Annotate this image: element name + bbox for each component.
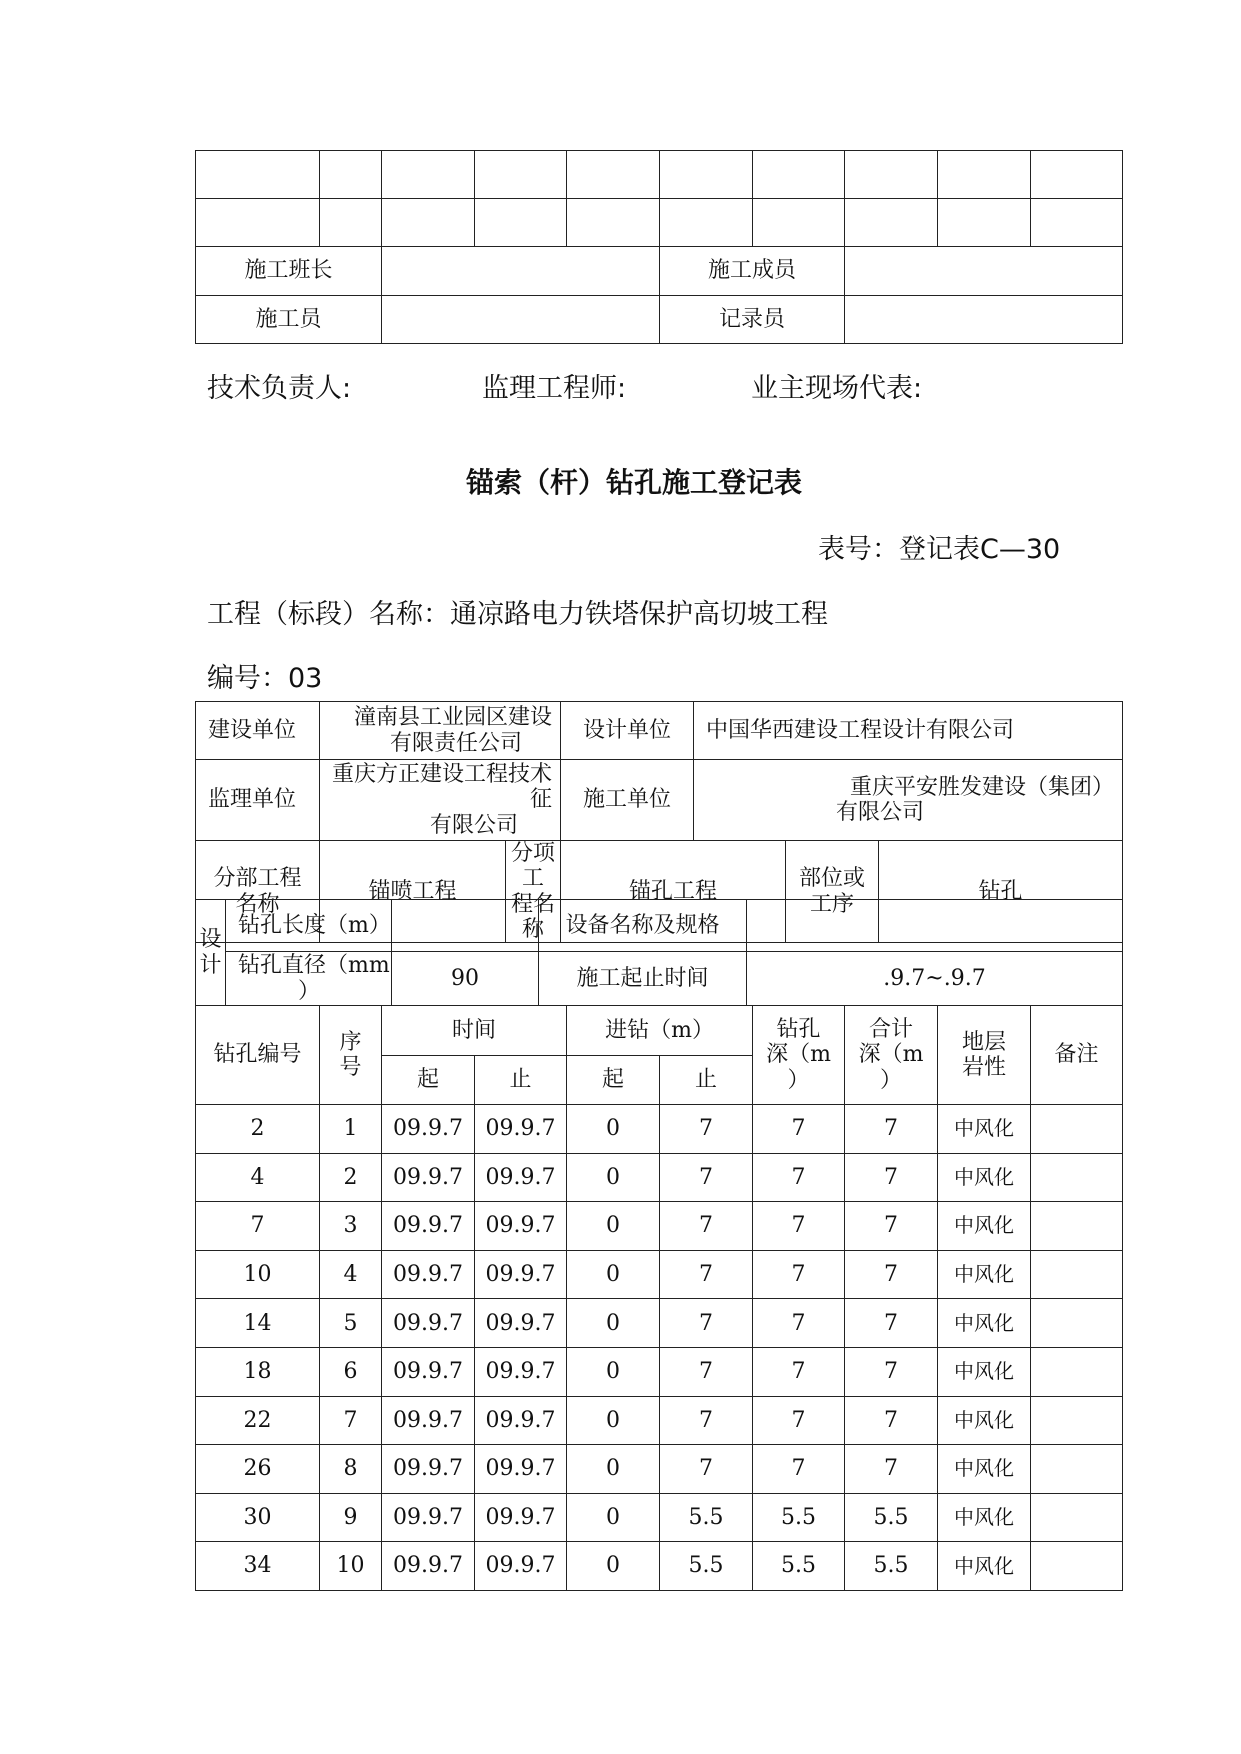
blank-cell[interactable]: [475, 199, 567, 247]
design-row-diameter: [196, 952, 1123, 1006]
table-row: [196, 1396, 1123, 1445]
advance-start-cell[interactable]: 0: [567, 1299, 660, 1348]
seq-cell[interactable]: 7: [320, 1396, 382, 1445]
blank-cell[interactable]: [938, 151, 1031, 199]
total-depth-cell[interactable]: 7: [845, 1299, 938, 1348]
table-row: [196, 1493, 1123, 1542]
total-depth-cell[interactable]: 5.5: [845, 1542, 938, 1591]
time-start-cell[interactable]: 09.9.7: [382, 1493, 475, 1542]
header-total-line-1: 合计: [869, 1017, 914, 1043]
header-depth: [753, 1006, 845, 1105]
header-total-line-3: ）: [880, 1067, 903, 1093]
construct-unit-line-1: 重庆平安胜发建设（集团）: [850, 774, 1115, 800]
advance-end-cell[interactable]: 7: [660, 1202, 753, 1251]
supervisor-signature: 监理工程师:: [482, 373, 627, 404]
blank-cell[interactable]: [660, 151, 753, 199]
time-end-cell[interactable]: 09.9.7: [475, 1493, 567, 1542]
total-depth-cell[interactable]: 7: [845, 1153, 938, 1202]
remark-cell[interactable]: [1031, 1396, 1123, 1445]
constructor-field[interactable]: [382, 296, 660, 344]
depth-cell[interactable]: 7: [753, 1153, 845, 1202]
supervise-unit-label: 监理单位: [196, 760, 320, 841]
construct-unit-line-2: 有限公司: [836, 800, 925, 825]
depth-cell[interactable]: 5.5: [753, 1493, 845, 1542]
sub-project-label-line-2: 名称: [235, 891, 280, 917]
item-label-line-1: 分项工: [511, 841, 556, 892]
constructor-label: 施工员: [196, 296, 382, 344]
sub-project-value[interactable]: 锚喷工程: [320, 841, 506, 943]
blank-cell[interactable]: [567, 151, 660, 199]
design-unit-value[interactable]: 中国华西建设工程设计有限公司: [694, 702, 1123, 760]
recorder-field[interactable]: [845, 296, 1123, 344]
build-unit-value[interactable]: [320, 702, 561, 760]
depth-cell[interactable]: 5.5: [753, 1542, 845, 1591]
equipment-value[interactable]: [747, 900, 1123, 952]
header-row-1: [196, 1006, 1123, 1056]
advance-start-cell[interactable]: 0: [567, 1493, 660, 1542]
design-label: [196, 900, 226, 1006]
time-end-cell[interactable]: 09.9.7: [475, 1396, 567, 1445]
blank-cell[interactable]: [320, 199, 382, 247]
construct-unit-label: 施工单位: [561, 760, 694, 841]
drilling-table-body: [196, 1105, 1123, 1591]
hole-diameter-label-line-1: 钻孔直径（mm: [238, 953, 390, 979]
time-start-cell[interactable]: 09.9.7: [382, 1299, 475, 1348]
hole-no-cell[interactable]: 34: [196, 1542, 320, 1591]
advance-start-cell[interactable]: 0: [567, 1202, 660, 1251]
hole-no-cell[interactable]: 30: [196, 1493, 320, 1542]
build-unit-line-1: 潼南县工业园区建设: [354, 705, 553, 731]
table-row: [196, 1347, 1123, 1396]
hole-no-cell[interactable]: 22: [196, 1396, 320, 1445]
header-stratum: [938, 1006, 1031, 1105]
time-label: 施工起止时间: [539, 952, 747, 1006]
total-depth-cell[interactable]: 7: [845, 1202, 938, 1251]
hole-no-cell[interactable]: 4: [196, 1153, 320, 1202]
stratum-cell[interactable]: 中风化: [938, 1105, 1031, 1154]
header-time-end: 止: [475, 1056, 567, 1105]
recorder-label: 记录员: [660, 296, 845, 344]
header-stratum-line-2: 岩性: [962, 1055, 1007, 1080]
advance-end-cell[interactable]: 5.5: [660, 1493, 753, 1542]
hole-no-cell[interactable]: 18: [196, 1347, 320, 1396]
header-total: [845, 1006, 938, 1105]
blank-cell[interactable]: [660, 199, 753, 247]
table-row: [196, 1299, 1123, 1348]
advance-end-cell[interactable]: 7: [660, 1105, 753, 1154]
staff-row-1: [196, 247, 1123, 296]
stratum-cell[interactable]: 中风化: [938, 1299, 1031, 1348]
time-start-cell[interactable]: 09.9.7: [382, 1445, 475, 1494]
design-label-line-2: 计: [199, 952, 222, 978]
header-stratum-line-1: 地层: [962, 1029, 1007, 1055]
blank-cell[interactable]: [382, 151, 475, 199]
advance-end-cell[interactable]: 7: [660, 1445, 753, 1494]
form-number: 表号：登记表C—30: [818, 534, 1061, 565]
time-range-value[interactable]: .9.7~.9.7: [747, 952, 1123, 1006]
blank-cell[interactable]: [196, 199, 320, 247]
seq-cell[interactable]: 10: [320, 1542, 382, 1591]
blank-cell[interactable]: [475, 151, 567, 199]
build-unit-label: 建设单位: [196, 702, 320, 760]
total-depth-cell[interactable]: 7: [845, 1396, 938, 1445]
form-title: 锚索（杆）钻孔施工登记表: [466, 466, 803, 499]
supervise-unit-line-1: 重庆方正建设工程技术征: [332, 762, 553, 813]
header-time-start: 起: [382, 1056, 475, 1105]
time-start-cell[interactable]: 09.9.7: [382, 1153, 475, 1202]
hole-no-cell[interactable]: 2: [196, 1105, 320, 1154]
info-row-build: [196, 702, 1123, 760]
total-depth-cell[interactable]: 7: [845, 1445, 938, 1494]
header-depth-line-1: 钻孔: [776, 1017, 821, 1043]
advance-end-cell[interactable]: 7: [660, 1347, 753, 1396]
depth-cell[interactable]: 7: [753, 1347, 845, 1396]
advance-start-cell[interactable]: 0: [567, 1105, 660, 1154]
foreman-field[interactable]: [382, 247, 660, 296]
foreman-label: 施工班长: [196, 247, 382, 296]
header-advance-end: 止: [660, 1056, 753, 1105]
blank-cell[interactable]: [845, 199, 938, 247]
stratum-cell[interactable]: 中风化: [938, 1493, 1031, 1542]
time-end-cell[interactable]: 09.9.7: [475, 1105, 567, 1154]
seq-cell[interactable]: 2: [320, 1153, 382, 1202]
sub-project-label-line-1: 分部工程: [213, 866, 302, 892]
advance-end-cell[interactable]: 7: [660, 1250, 753, 1299]
advance-start-cell[interactable]: 0: [567, 1445, 660, 1494]
stratum-cell[interactable]: 中风化: [938, 1396, 1031, 1445]
advance-end-cell[interactable]: 7: [660, 1396, 753, 1445]
hole-diameter-label-line-2: ）: [298, 978, 321, 1004]
time-start-cell[interactable]: 09.9.7: [382, 1542, 475, 1591]
header-depth-line-2: 深（m: [766, 1042, 831, 1068]
item-label-line-2: 程名称: [511, 891, 556, 942]
time-end-cell[interactable]: 09.9.7: [475, 1250, 567, 1299]
remark-cell[interactable]: [1031, 1105, 1123, 1154]
supervise-unit-value[interactable]: [320, 760, 561, 841]
seq-cell[interactable]: 6: [320, 1347, 382, 1396]
remark-cell[interactable]: [1031, 1542, 1123, 1591]
hole-no-cell[interactable]: 10: [196, 1250, 320, 1299]
hole-length-value[interactable]: [392, 900, 539, 952]
seq-cell[interactable]: 4: [320, 1250, 382, 1299]
table-row: [196, 1445, 1123, 1494]
staff-row-2: [196, 296, 1123, 344]
remark-cell[interactable]: [1031, 1299, 1123, 1348]
stratum-cell[interactable]: 中风化: [938, 1347, 1031, 1396]
blank-cell[interactable]: [1031, 199, 1123, 247]
stratum-cell[interactable]: 中风化: [938, 1445, 1031, 1494]
header-hole-no: 钻孔编号: [196, 1006, 320, 1105]
design-label-line-1: 设: [199, 927, 222, 953]
header-depth-line-3: ）: [787, 1067, 810, 1093]
info-row-supervise: [196, 760, 1123, 841]
time-end-cell[interactable]: 09.9.7: [475, 1542, 567, 1591]
time-start-cell[interactable]: 09.9.7: [382, 1250, 475, 1299]
advance-start-cell[interactable]: 0: [567, 1542, 660, 1591]
hole-no-cell[interactable]: 14: [196, 1299, 320, 1348]
remark-cell[interactable]: [1031, 1347, 1123, 1396]
hole-length-label: 钻孔长度（m）: [226, 900, 392, 952]
remark-cell[interactable]: [1031, 1445, 1123, 1494]
seq-cell[interactable]: 1: [320, 1105, 382, 1154]
table-row: [196, 1202, 1123, 1251]
time-end-cell[interactable]: 09.9.7: [475, 1347, 567, 1396]
drilling-table: [195, 1005, 1123, 1591]
time-end-cell[interactable]: 09.9.7: [475, 1445, 567, 1494]
remark-cell[interactable]: [1031, 1250, 1123, 1299]
header-seq-line-1: 序: [339, 1029, 362, 1055]
members-label: 施工成员: [660, 247, 845, 296]
total-depth-cell[interactable]: 5.5: [845, 1493, 938, 1542]
blank-cell[interactable]: [320, 151, 382, 199]
time-end-cell[interactable]: 09.9.7: [475, 1202, 567, 1251]
construct-unit-value[interactable]: [694, 760, 1123, 841]
project-name: 工程（标段）名称：通凉路电力铁塔保护高切坡工程: [207, 599, 828, 630]
blank-row: [196, 199, 1123, 247]
remark-cell[interactable]: [1031, 1493, 1123, 1542]
design-table: [195, 899, 1123, 1006]
stratum-cell[interactable]: 中风化: [938, 1202, 1031, 1251]
blank-row: [196, 151, 1123, 199]
total-depth-cell[interactable]: 7: [845, 1250, 938, 1299]
supervise-unit-line-2: 有限公司: [430, 812, 519, 838]
advance-start-cell[interactable]: 0: [567, 1347, 660, 1396]
top-table: [195, 150, 1123, 344]
table-row: [196, 1153, 1123, 1202]
depth-cell[interactable]: 7: [753, 1105, 845, 1154]
blank-cell[interactable]: [196, 151, 320, 199]
stratum-cell[interactable]: 中风化: [938, 1153, 1031, 1202]
header-time: 时间: [382, 1006, 567, 1056]
remark-cell[interactable]: [1031, 1202, 1123, 1251]
serial-number: 编号：03: [207, 663, 323, 694]
header-remark: 备注: [1031, 1006, 1123, 1105]
advance-end-cell[interactable]: 5.5: [660, 1542, 753, 1591]
advance-start-cell[interactable]: 0: [567, 1396, 660, 1445]
seq-cell[interactable]: 8: [320, 1445, 382, 1494]
blank-cell[interactable]: [382, 199, 475, 247]
blank-cell[interactable]: [938, 199, 1031, 247]
hole-no-cell[interactable]: 26: [196, 1445, 320, 1494]
header-seq-line-2: 号: [339, 1055, 362, 1080]
header-advance-start: 起: [567, 1056, 660, 1105]
total-depth-cell[interactable]: 7: [845, 1347, 938, 1396]
blank-cell[interactable]: [567, 199, 660, 247]
build-unit-line-2: 有限责任公司: [390, 730, 523, 756]
time-start-cell[interactable]: 09.9.7: [382, 1347, 475, 1396]
depth-cell[interactable]: 7: [753, 1396, 845, 1445]
seq-cell[interactable]: 3: [320, 1202, 382, 1251]
advance-start-cell[interactable]: 0: [567, 1250, 660, 1299]
hole-diameter-value[interactable]: 90: [392, 952, 539, 1006]
advance-end-cell[interactable]: 7: [660, 1153, 753, 1202]
total-depth-cell[interactable]: 7: [845, 1105, 938, 1154]
advance-start-cell[interactable]: 0: [567, 1153, 660, 1202]
depth-cell[interactable]: 7: [753, 1250, 845, 1299]
blank-cell[interactable]: [1031, 151, 1123, 199]
stratum-cell[interactable]: 中风化: [938, 1250, 1031, 1299]
tech-lead-signature: 技术负责人:: [207, 373, 352, 404]
header-seq: [320, 1006, 382, 1105]
table-row: [196, 1542, 1123, 1591]
time-end-cell[interactable]: 09.9.7: [475, 1153, 567, 1202]
header-total-line-2: 深（m: [858, 1042, 924, 1068]
advance-end-cell[interactable]: 7: [660, 1299, 753, 1348]
equipment-label: 设备名称及规格: [539, 900, 747, 952]
time-start-cell[interactable]: 09.9.7: [382, 1396, 475, 1445]
position-label-line-2: 工序: [810, 891, 855, 917]
time-start-cell[interactable]: 09.9.7: [382, 1202, 475, 1251]
time-end-cell[interactable]: 09.9.7: [475, 1299, 567, 1348]
members-field[interactable]: [845, 247, 1123, 296]
design-unit-label: 设计单位: [561, 702, 694, 760]
table-row: [196, 1250, 1123, 1299]
remark-cell[interactable]: [1031, 1153, 1123, 1202]
blank-cell[interactable]: [845, 151, 938, 199]
depth-cell[interactable]: 7: [753, 1299, 845, 1348]
seq-cell[interactable]: 5: [320, 1299, 382, 1348]
blank-cell[interactable]: [753, 199, 845, 247]
hole-diameter-label: [226, 952, 392, 1006]
time-start-cell[interactable]: 09.9.7: [382, 1105, 475, 1154]
depth-cell[interactable]: 7: [753, 1445, 845, 1494]
owner-rep-signature: 业主现场代表:: [751, 373, 923, 404]
item-value[interactable]: 锚孔工程: [561, 841, 786, 943]
hole-no-cell[interactable]: 7: [196, 1202, 320, 1251]
position-label-line-1: 部位或: [799, 866, 866, 892]
position-value[interactable]: 钻孔: [879, 841, 1123, 943]
blank-cell[interactable]: [753, 151, 845, 199]
table-row: [196, 1105, 1123, 1154]
depth-cell[interactable]: 7: [753, 1202, 845, 1251]
header-advance: 进钻（m）: [567, 1006, 753, 1056]
seq-cell[interactable]: 9: [320, 1493, 382, 1542]
stratum-cell[interactable]: 中风化: [938, 1542, 1031, 1591]
design-row-length: [196, 900, 1123, 952]
